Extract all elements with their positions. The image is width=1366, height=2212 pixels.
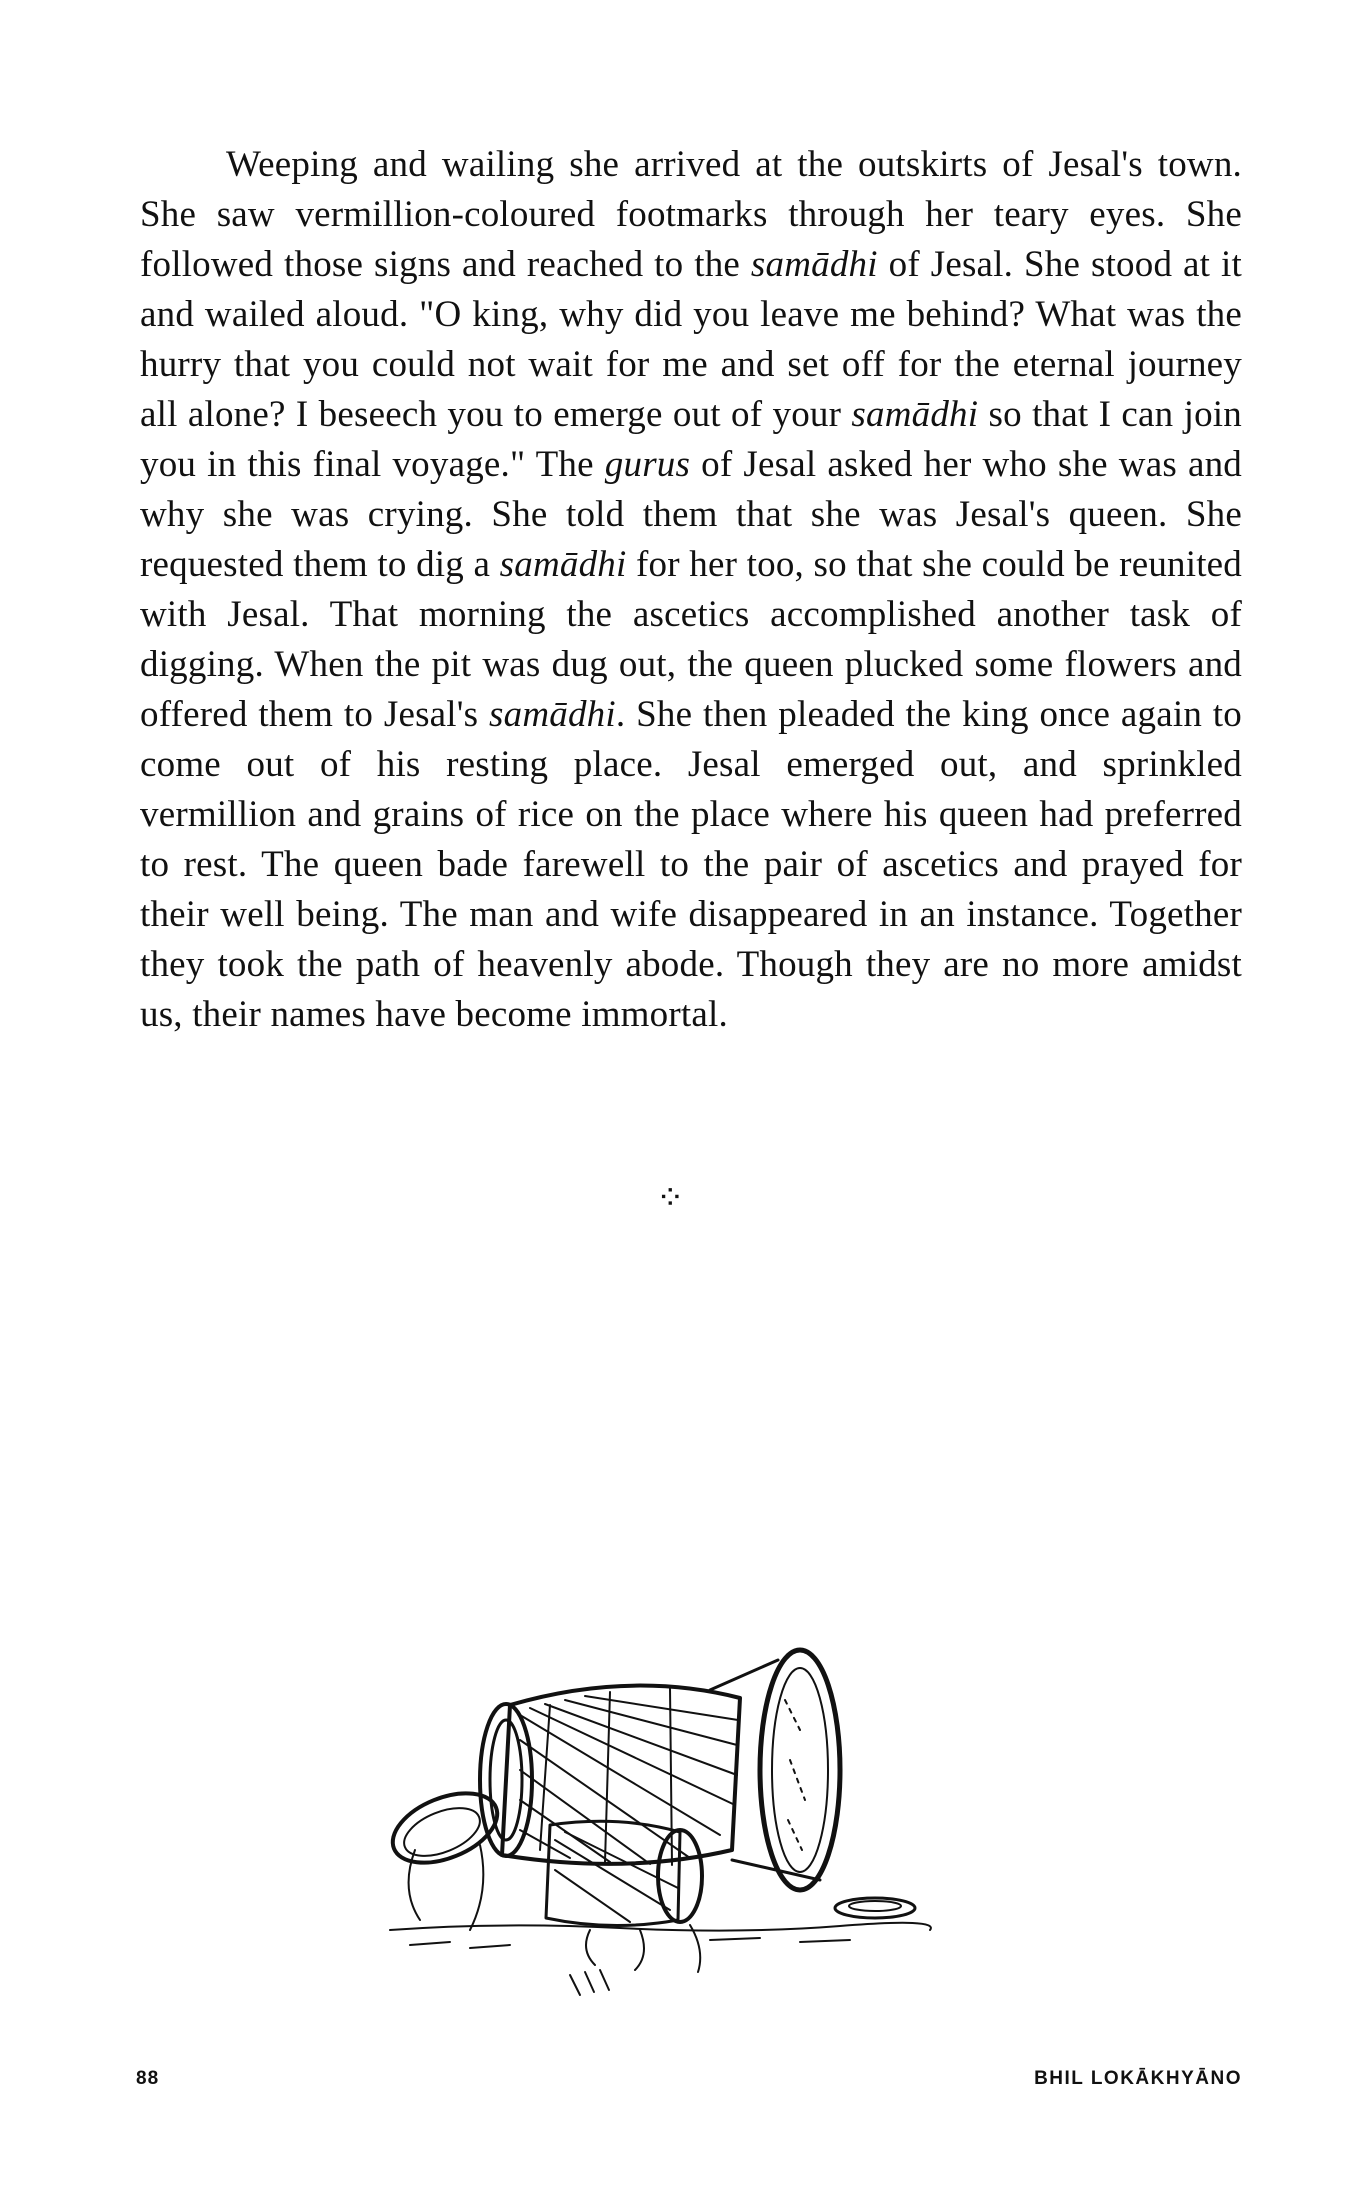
text-run: for her too, so that she could be reunited with Jesal. That morning the ascetics accomplished another task of digging. When the pit was dug out, the queen plucked some flowers and offered them to Jesal's [140,544,1242,735]
drums-icon [380,1600,940,2000]
term-samadhi: samādhi [851,394,979,435]
text-run: of Jesal. She stood at it and wailed aloud. "O king, why did you leave me behind? What was the hurry that you could not wait for me and set off for the eternal journey all alone? I beseech you to emerge out of your [140,244,1242,435]
term-samadhi: samādhi [499,544,627,585]
text-run: of Jesal asked her who she was and why she was crying. She told them that she was Jesal's queen. She requested them to dig a [140,444,1242,585]
story-paragraph [140,140,1242,1040]
term-gurus: gurus [604,444,691,485]
page-body [140,140,1242,1040]
term-samadhi: samādhi [489,694,616,735]
term-samadhi: samādhi [750,244,878,285]
running-title: BHIL LOKĀKHYĀNO [1034,2068,1242,2089]
text-run: Weeping and wailing she arrived at the outskirts of Jesal's town. She saw vermillion-coloured footmarks through her teary eyes. She followed those signs and reached to the [140,144,1242,285]
section-ornament: ⁘ [656,1180,685,1217]
text-run: so that I can join you in this final voyage." The [140,394,1242,485]
text-run: . She then pleaded the king once again to come out of his resting place. Jesal emerged out, and sprinkled vermillion and grains of rice on the place where his queen had preferred to rest. The queen bade farewell to the pair of ascetics and prayed for their well being. The man and wife disappeared in an instance. Together they took the path of heavenly abode. Though they are no more amidst us, their names have become immortal. [140,694,1242,1035]
page-number: 88 [136,2068,160,2089]
